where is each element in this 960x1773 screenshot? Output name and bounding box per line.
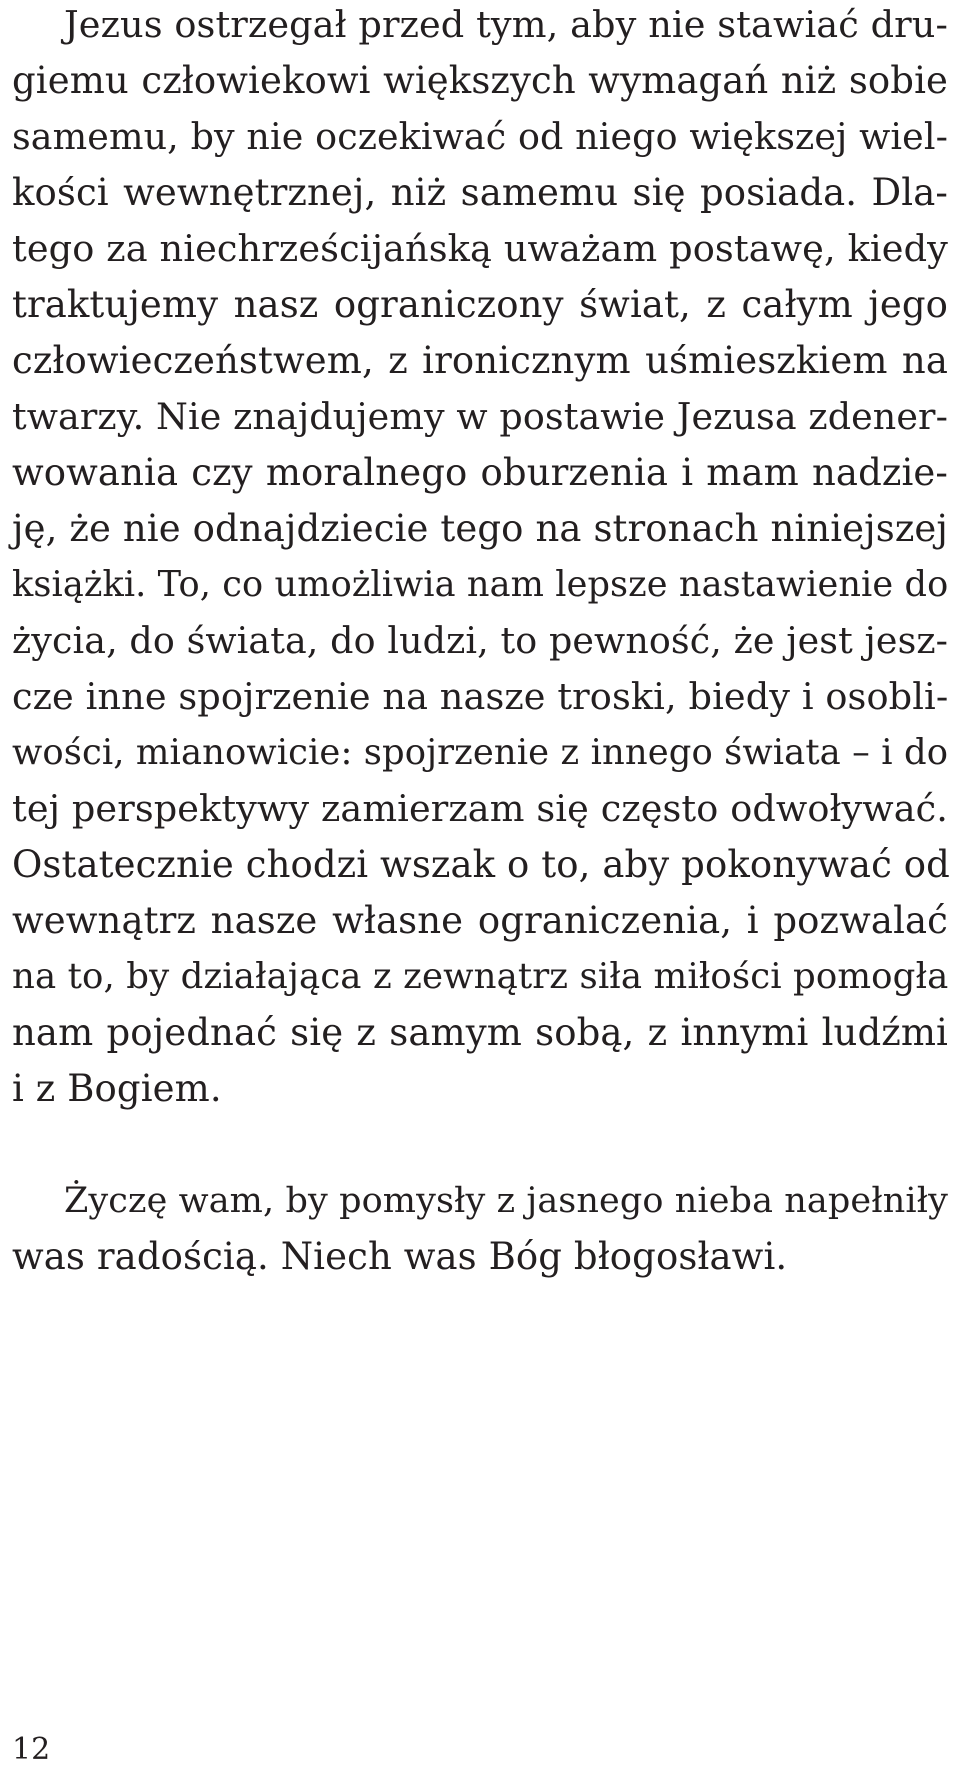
paragraph — [12, 1176, 948, 1288]
text-line: tego za niechrześcijańską uważam postawę, kiedy — [12, 227, 948, 270]
text-line: nam pojednać się z samym sobą, z innymi ludźmi — [12, 1011, 948, 1054]
text-line: Życzę wam, by pomysły z jasnego nieba napełniły — [64, 1180, 948, 1221]
text-line: Ostatecznie chodzi wszak o to, aby pokonywać od — [12, 843, 950, 886]
text-line: wości, mianowicie: spojrzenie z innego świata – i do — [12, 732, 949, 773]
text-line: człowieczeństwem, z ironicznym uśmieszkiem na — [12, 339, 948, 382]
text-line: samemu, by nie oczekiwać od niego większej wiel- — [12, 115, 948, 158]
text-line: życia, do świata, do ludzi, to pewność, że jest jesz- — [12, 619, 949, 662]
text-line: ję, że nie odnajdziecie tego na stronach niniejszej — [12, 507, 948, 550]
text-line: i z Bogiem. — [12, 1067, 222, 1110]
text-line: kości wewnętrznej, niż samemu się posiada. Dla- — [12, 171, 948, 214]
text-line: wowania czy moralnego oburzenia i mam nadzie- — [12, 451, 948, 494]
text-line: Jezus ostrzegał przed tym, aby nie stawiać dru- — [64, 3, 948, 46]
text-line: książki. To, co umożliwia nam lepsze nastawienie do — [12, 564, 949, 605]
body-text — [12, 0, 948, 1288]
text-line: wewnątrz nasze własne ograniczenia, i pozwalać — [12, 899, 948, 942]
text-line: na to, by działająca z zewnątrz siła miłości pomogła — [12, 956, 949, 997]
text-line: twarzy. Nie znajdujemy w postawie Jezusa zdener- — [12, 395, 948, 438]
text-line: cze inne spojrzenie na nasze troski, biedy i osobli- — [12, 675, 949, 718]
text-line: traktujemy nasz ograniczony świat, z całym jego — [12, 283, 948, 326]
text-line: tej perspektywy zamierzam się często odwoływać. — [12, 787, 948, 830]
page-number: 12 — [12, 1732, 51, 1767]
text-line: giemu człowiekowi większych wymagań niż sobie — [12, 59, 948, 102]
text-line: was radością. Niech was Bóg błogosławi. — [12, 1235, 788, 1278]
paragraph — [12, 0, 948, 1120]
paragraph-gap — [12, 1120, 948, 1176]
